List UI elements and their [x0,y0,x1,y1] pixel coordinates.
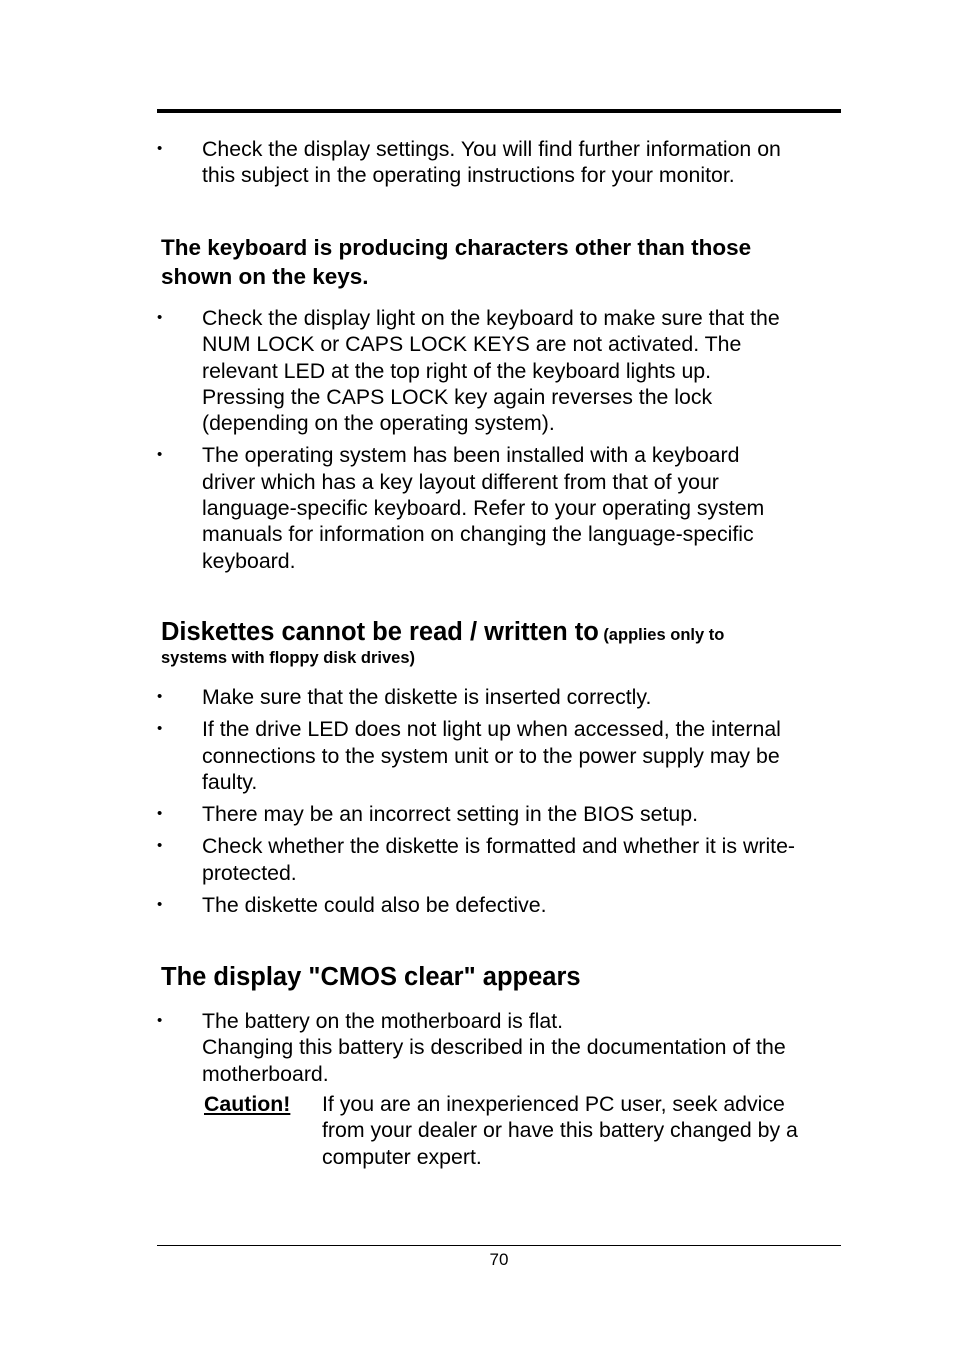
bullet-icon: • [157,1012,163,1029]
page-number: 70 [489,1250,509,1269]
text-line: Check the display settings. You will find further information on [202,137,781,161]
diskette-bullet-list [157,684,841,924]
bottom-rule [157,1245,841,1246]
diskette-heading-note-line2: systems with floppy disk drives) [161,649,415,667]
text-line: faulty. [202,769,258,794]
text-line: protected. [202,860,297,885]
list-item [157,833,841,886]
text-line: manuals for information on changing the language-specific [202,522,754,547]
bullet-icon: • [157,805,163,823]
caution-label: Caution! [204,1092,291,1116]
text-line: motherboard. [202,1061,329,1086]
bullet-icon: • [157,309,163,326]
bullet-icon: • [157,140,163,157]
cmos-bullet-list [157,1008,841,1093]
bullet-icon: • [157,446,163,464]
text-line: relevant LED at the top right of the keyboard lights up. [202,358,712,383]
text-line: Make sure that the diskette is inserted correctly. [202,685,652,709]
text-line: Check the display light on the keyboard to make sure that the [202,306,780,330]
text-line: computer expert. [322,1144,482,1169]
text-line: driver which has a key layout different from that of your [202,469,719,494]
bullet-icon: • [157,688,163,705]
text-line: connections to the system unit or to the power supply may be [202,743,780,768]
text-line: from your dealer or have this battery changed by a [322,1118,798,1143]
list-item [157,442,841,573]
list-item [157,892,841,918]
diskette-heading-note: (applies only to [603,626,725,644]
list-item [157,684,841,710]
text-line: NUM LOCK or CAPS LOCK KEYS are not activated. The [202,332,742,357]
intro-bullet-list [157,136,841,195]
diskette-section-heading [161,617,841,647]
list-item [157,136,841,189]
text-line: Changing this battery is described in the documentation of the [202,1035,786,1060]
text-line: There may be an incorrect setting in the BIOS setup. [202,802,698,827]
text-line: language-specific keyboard. Refer to your operating system [202,496,765,521]
bullet-icon: • [157,896,163,914]
list-item [157,1008,841,1087]
text-line: If the drive LED does not light up when accessed, the internal [202,717,781,742]
text-line: keyboard. [202,548,296,573]
keyboard-section-heading: The keyboard is producing characters other than those shown on the keys. [161,235,752,289]
text-line: The operating system has been installed with a keyboard [202,443,740,468]
caution-text [322,1091,842,1170]
top-rule [157,109,841,113]
keyboard-bullet-list [157,305,841,580]
list-item [157,716,841,795]
text-line: (depending on the operating system). [202,411,555,436]
list-item [157,305,841,436]
cmos-section-heading: The display "CMOS clear" appears [161,963,581,991]
bullet-icon: • [157,720,163,738]
text-line: Pressing the CAPS LOCK key again reverses the lock [202,384,713,409]
text-line: The battery on the motherboard is flat. [202,1009,564,1033]
text-line: If you are an inexperienced PC user, seek advice [322,1092,785,1116]
text-line: this subject in the operating instructions for your monitor. [202,163,735,188]
list-item [157,801,841,827]
text-line: The diskette could also be defective. [202,893,547,918]
diskette-heading-main: Diskettes cannot be read / written to [161,618,599,646]
bullet-icon: • [157,837,163,855]
text-line: Check whether the diskette is formatted and whether it is write- [202,834,796,859]
